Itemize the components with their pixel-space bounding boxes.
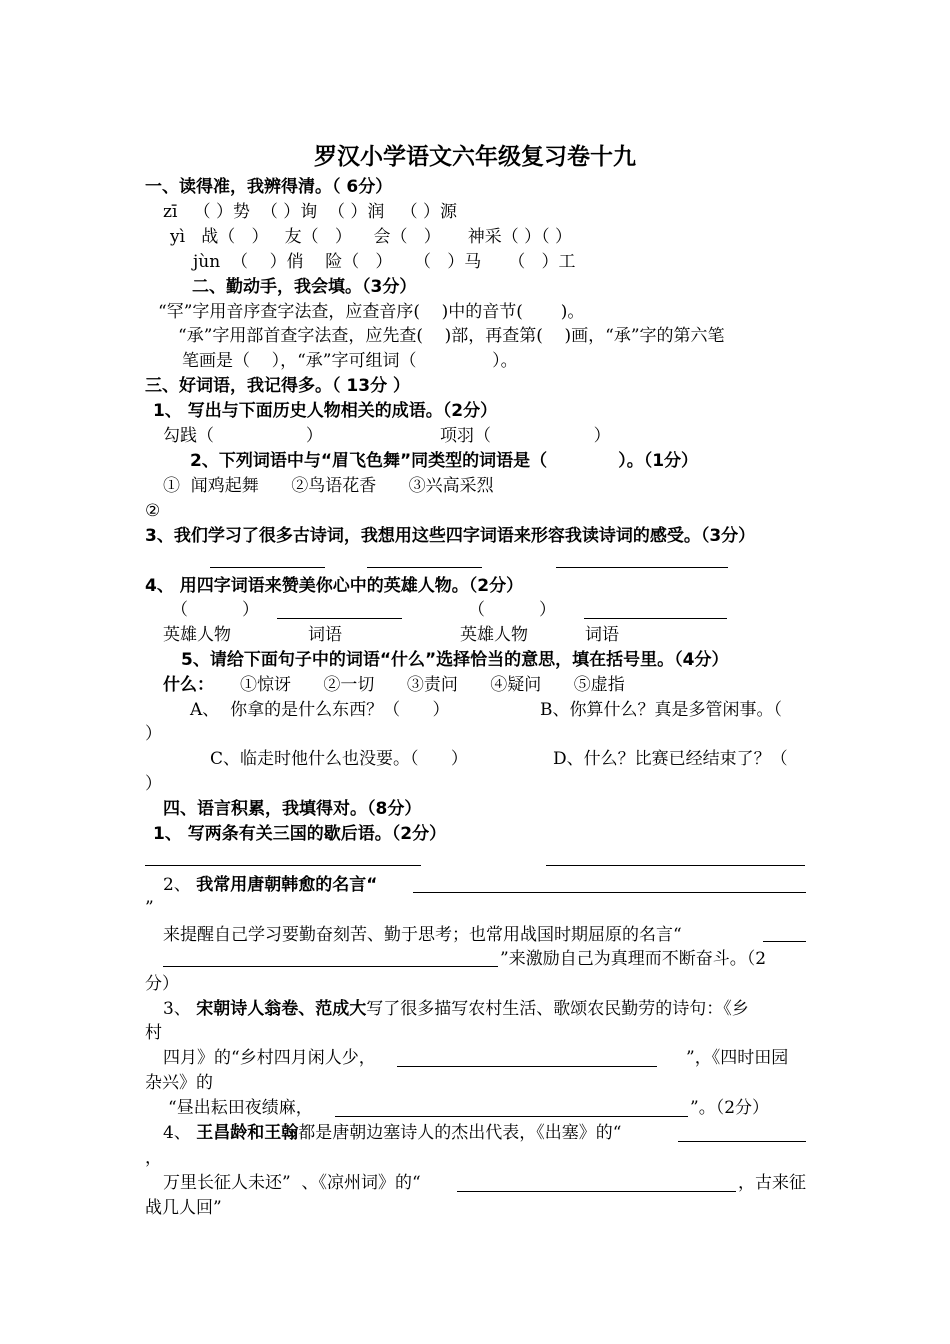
- answer-blank[interactable]: [678, 1141, 806, 1142]
- answer-blank[interactable]: [763, 941, 806, 942]
- question-text: 宋朝诗人翁卷、范成大: [196, 999, 367, 1019]
- answer-blank[interactable]: [556, 567, 728, 568]
- question-4-4-line-3-end: ，古来征: [738, 1173, 806, 1193]
- hero-paren-2: （ ）: [468, 600, 557, 620]
- section-2-heading: 二、勤动手，我会填。（3分）: [192, 277, 417, 297]
- idiom-goujian: 勾践（ ）: [163, 426, 323, 446]
- question-4-2-line-2: 来提醒自己学习要勤奋刻苦、勤于思考；也常用战国时期屈原的名言“: [163, 925, 682, 945]
- answer-blank[interactable]: [457, 1191, 736, 1192]
- answer-blank[interactable]: [413, 892, 806, 893]
- sentence-c: C、临走时他什么也没要。（ ）: [210, 749, 468, 769]
- label-hero-2: 英雄人物: [460, 625, 528, 645]
- sentence-b: B、你算什么？真是多管闲事。（: [540, 700, 782, 720]
- question-3-2: 2、下列词语中与“眉飞色舞”同类型的词语是（ ）。（1分）: [190, 451, 699, 471]
- question-4-1: 1、 写两条有关三国的歇后语。（2分）: [153, 824, 447, 844]
- question-4-3-line-3: 四月》的“乡村四月闲人少，: [163, 1048, 376, 1068]
- pinyin-row-zi: zī （ ）势 （ ）询 （ ）润 （ ）源: [163, 202, 458, 222]
- question-text: 都是唐朝边塞诗人的杰出代表，《出塞》的“: [298, 1123, 622, 1143]
- question-number: 2、: [163, 875, 197, 895]
- shenme-key: 什么：: [163, 675, 214, 695]
- sentence-d: D、什么？比赛已经结束了？（: [553, 749, 788, 769]
- answer-blank[interactable]: [367, 567, 482, 568]
- pinyin-row-jun: jùn （ ）俏 险（ ） （ ）马 （ ）工: [193, 252, 576, 272]
- question-4-3-line-3-end: ”，《四时田园: [686, 1048, 789, 1068]
- answer-blank[interactable]: [210, 567, 325, 568]
- answer-blank[interactable]: [277, 618, 402, 619]
- question-3-5: 5、请给下面句子中的词语“什么”选择恰当的意思，填在括号里。（4分）: [181, 650, 729, 670]
- question-4-2-line-4: 分）: [145, 974, 179, 994]
- question-3-1: 1、 写出与下面历史人物相关的成语。（2分）: [153, 401, 498, 421]
- question-4-3: [163, 999, 749, 1019]
- shenme-options: ①惊讶 ②一切 ③责问 ④疑问 ⑤虚指: [240, 675, 625, 695]
- question-text: 王昌龄和王翰: [196, 1123, 299, 1143]
- question-4-4-line-3: 万里长征人未还” 、《凉州词》的“: [163, 1173, 421, 1193]
- section-1-heading: 一、读得准，我辨得清。（ 6分）: [145, 177, 393, 197]
- pinyin-row-yi: yì 战（ ） 友（ ） 会（ ） 神采（ ）（ ）: [170, 227, 573, 247]
- question-4-3-line-5: “昼出耘田夜绩麻，: [168, 1098, 313, 1118]
- sentence-a: A、 你拿的是什么东西？（ ）: [190, 700, 450, 720]
- question-text: 我常用唐朝韩愈的名言“: [196, 875, 378, 895]
- answer-blank[interactable]: [546, 865, 805, 866]
- idiom-xiangyu: 项羽（ ）: [440, 426, 611, 446]
- answer-blank[interactable]: [397, 1066, 657, 1067]
- question-4-4-line-2: ，: [145, 1148, 162, 1168]
- page-title: 罗汉小学语文六年级复习卷十九: [314, 144, 636, 170]
- label-hero-1: 英雄人物: [163, 625, 231, 645]
- label-word-1: 词语: [308, 625, 342, 645]
- hero-paren-1: （ ）: [171, 600, 260, 620]
- sentence-d-close: ）: [145, 774, 162, 794]
- answer-blank[interactable]: [145, 865, 421, 866]
- question-number: 3、: [163, 999, 197, 1019]
- section-4-heading: 四、语言积累，我填得对。（8分）: [163, 799, 422, 819]
- label-word-2: 词语: [585, 625, 619, 645]
- section-2-line-3: 笔画是（ ），“承”字可组词（ ）。: [182, 351, 518, 371]
- question-3-2-options: ① 闻鸡起舞 ②鸟语花香 ③兴高采烈: [163, 476, 494, 496]
- question-4-4: [163, 1123, 621, 1143]
- question-3-4: 4、 用四字词语来赞美你心中的英雄人物。（2分）: [145, 576, 524, 596]
- question-number: 4、: [163, 1123, 197, 1143]
- question-3-3: 3、我们学习了很多古诗词，我想用这些四字词语来形容我读诗词的感受。（3分）: [145, 526, 756, 546]
- answer-blank[interactable]: [335, 1116, 688, 1117]
- answer-blank[interactable]: [584, 618, 727, 619]
- question-4-3-line-4: 杂兴》的: [145, 1073, 213, 1093]
- answer-blank[interactable]: [163, 966, 498, 967]
- section-2-line-1: “罕”字用音序查字法查，应查音序( )中的音节( )。: [158, 302, 585, 322]
- question-4-4-line-4: 战几人回”: [145, 1198, 222, 1218]
- section-3-heading: 三、好词语，我记得多。（ 13分 ）: [145, 376, 410, 396]
- sentence-b-close: ）: [145, 724, 162, 744]
- question-4-3-line-2: 村: [145, 1023, 162, 1043]
- question-text: 写了很多描写农村生活、歌颂农民勤劳的诗句：《乡: [366, 999, 749, 1019]
- quote-close: ”: [145, 898, 154, 918]
- question-4-3-line-5-end: ”。（2分）: [690, 1098, 770, 1118]
- question-3-2-extra: ②: [145, 501, 161, 521]
- question-4-2: [163, 875, 377, 895]
- question-4-2-line-3: ”来激励自己为真理而不断奋斗。（2: [500, 949, 767, 969]
- section-2-line-2: “承”字用部首查字法查，应先查( )部，再查第( )画，“承”字的第六笔: [178, 326, 725, 346]
